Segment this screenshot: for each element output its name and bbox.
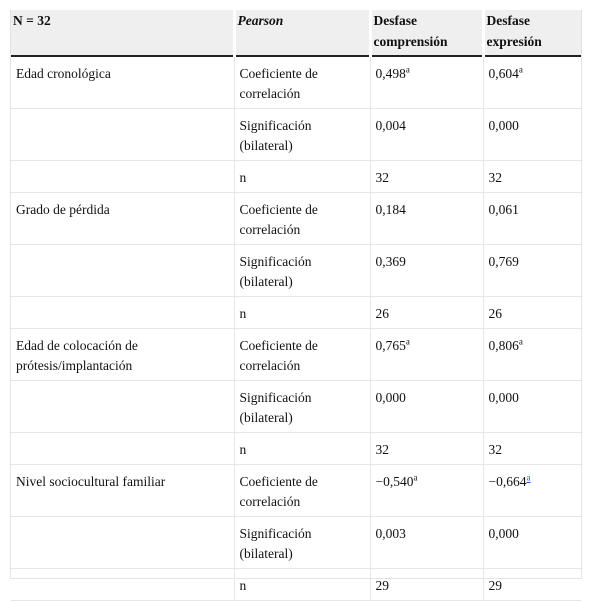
variable-name: Nivel sociocultural familiar xyxy=(11,465,234,517)
table-row xyxy=(11,161,581,193)
variable-name: Grado de pérdida xyxy=(11,193,234,245)
cell-value: 0,004 xyxy=(375,118,406,133)
header-pearson: Pearson xyxy=(234,10,370,56)
value-desfase-comprension xyxy=(370,297,483,329)
statistic-label: Significación (bilateral) xyxy=(234,381,370,433)
statistic-label: n xyxy=(234,569,370,601)
table-row xyxy=(11,329,581,381)
variable-empty-cell xyxy=(11,161,234,193)
statistic-label: Significación (bilateral) xyxy=(234,517,370,569)
correlation-table-container xyxy=(10,10,582,593)
cell-value: 0,061 xyxy=(488,202,519,217)
value-desfase-comprension xyxy=(370,245,483,297)
table-row xyxy=(11,381,581,433)
value-desfase-expresion xyxy=(483,381,581,433)
statistic-label: n xyxy=(234,297,370,329)
statistic-label: n xyxy=(234,433,370,465)
value-desfase-comprension xyxy=(370,329,483,381)
value-desfase-expresion xyxy=(483,297,581,329)
cell-value: 0,000 xyxy=(488,526,519,541)
statistic-label: Significación (bilateral) xyxy=(234,245,370,297)
table-row xyxy=(11,56,581,109)
footnote-marker: a xyxy=(405,64,410,75)
variable-empty-cell xyxy=(11,517,234,569)
cell-value: 26 xyxy=(375,306,389,321)
table-row xyxy=(11,569,581,601)
table-row xyxy=(11,109,581,161)
cell-value: 0,000 xyxy=(488,118,519,133)
cell-value: 0,765 xyxy=(375,338,406,353)
value-desfase-expresion xyxy=(483,109,581,161)
value-desfase-expresion xyxy=(483,569,581,601)
cell-value: 0,184 xyxy=(375,202,406,217)
value-desfase-comprension xyxy=(370,465,483,517)
variable-empty-cell xyxy=(11,381,234,433)
value-desfase-expresion xyxy=(483,193,581,245)
value-desfase-comprension xyxy=(370,193,483,245)
variable-empty-cell xyxy=(11,245,234,297)
value-desfase-expresion xyxy=(483,161,581,193)
cell-value: −0,664 xyxy=(488,474,527,489)
statistic-label: Coeficiente de correlación xyxy=(234,56,370,109)
header-desfase-comprension: Desfase comprensión xyxy=(370,10,483,56)
cell-value: 0,000 xyxy=(375,390,406,405)
value-desfase-expresion xyxy=(483,245,581,297)
footnote-marker: a xyxy=(518,336,523,347)
value-desfase-expresion xyxy=(483,433,581,465)
statistic-label: Coeficiente de correlación xyxy=(234,193,370,245)
cell-value: 32 xyxy=(375,442,389,457)
cell-value: 0,000 xyxy=(488,390,519,405)
cell-value: 0,769 xyxy=(488,254,519,269)
header-row xyxy=(11,10,581,56)
variable-empty-cell xyxy=(11,569,234,601)
table-row xyxy=(11,465,581,517)
footnote-marker: a xyxy=(518,64,523,75)
table-row xyxy=(11,297,581,329)
value-desfase-comprension xyxy=(370,161,483,193)
value-desfase-expresion xyxy=(483,465,581,517)
value-desfase-comprension xyxy=(370,569,483,601)
value-desfase-comprension xyxy=(370,109,483,161)
variable-name: Edad de colocación de prótesis/implantación xyxy=(11,329,234,381)
cell-value: 32 xyxy=(488,170,502,185)
footnote-marker: a xyxy=(413,472,418,483)
value-desfase-comprension xyxy=(370,517,483,569)
cell-value: 26 xyxy=(488,306,502,321)
cell-value: 29 xyxy=(488,578,502,593)
table-row xyxy=(11,433,581,465)
cell-value: 0,003 xyxy=(375,526,406,541)
correlation-table xyxy=(11,10,581,601)
cell-value: 0,369 xyxy=(375,254,406,269)
variable-empty-cell xyxy=(11,433,234,465)
value-desfase-comprension xyxy=(370,56,483,109)
table-row xyxy=(11,517,581,569)
footnote-marker: a xyxy=(405,336,410,347)
variable-empty-cell xyxy=(11,297,234,329)
header-n-label: N = 32 xyxy=(11,10,234,56)
footnote-link[interactable]: a xyxy=(526,472,531,483)
cell-value: 32 xyxy=(375,170,389,185)
cell-value: −0,540 xyxy=(375,474,414,489)
cell-value: 29 xyxy=(375,578,389,593)
variable-name: Edad cronológica xyxy=(11,56,234,109)
statistic-label: n xyxy=(234,161,370,193)
table-header xyxy=(11,10,581,56)
table-row xyxy=(11,193,581,245)
value-desfase-expresion xyxy=(483,329,581,381)
cell-value: 0,604 xyxy=(488,66,519,81)
value-desfase-comprension xyxy=(370,381,483,433)
statistic-label: Coeficiente de correlación xyxy=(234,329,370,381)
cell-value: 32 xyxy=(488,442,502,457)
variable-empty-cell xyxy=(11,109,234,161)
table-body xyxy=(11,56,581,601)
statistic-label: Significación (bilateral) xyxy=(234,109,370,161)
table-row xyxy=(11,245,581,297)
value-desfase-expresion xyxy=(483,517,581,569)
statistic-label: Coeficiente de correlación xyxy=(234,465,370,517)
cell-value: 0,806 xyxy=(488,338,519,353)
header-desfase-expresion: Desfase expresión xyxy=(483,10,581,56)
value-desfase-comprension xyxy=(370,433,483,465)
cell-value: 0,498 xyxy=(375,66,406,81)
value-desfase-expresion xyxy=(483,56,581,109)
